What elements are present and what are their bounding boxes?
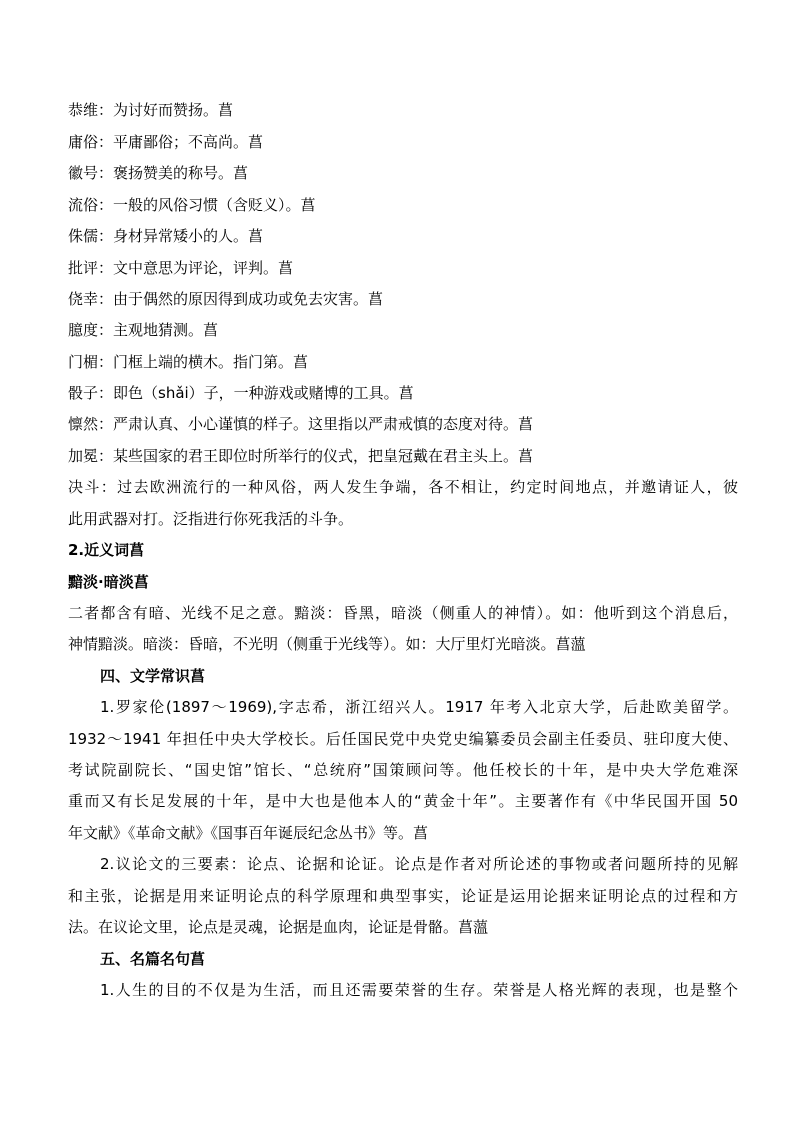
quotes-paragraph-1: 1.人生的目的不仅是为生活，而且还需要荣誉的生存。荣誉是人格光辉的表现，也是整个: [100, 981, 738, 999]
vocab-item: 加冕：某些国家的君王即位时所举行的仪式，把皇冠戴在君主头上。菖: [68, 447, 534, 465]
vocab-item: 庸俗：平庸鄙俗；不高尚。菖: [68, 133, 264, 151]
vocab-item: 侏儒：身材异常矮小的人。菖: [68, 227, 264, 245]
synonym-pair-title: 黯淡·暗淡菖: [68, 573, 149, 591]
literature-paragraph-2: 2.议论文的三要素：论点、论据和论证。论点是作者对所论述的事物或者问题所持的见解: [100, 855, 738, 873]
vocab-item-juedou: 决斗：过去欧洲流行的一种风俗，两人发生争端，各不相让，约定时间地点，并邀请证人，彼: [68, 478, 738, 496]
literature-paragraph-2: 和主张，论据是用来证明论点的科学原理和典型事实，论证是运用论据来证明论点的过程和方: [68, 887, 738, 905]
vocab-item: 门楣：门框上端的横木。指门第。菖: [68, 353, 309, 371]
synonym-heading: 2.近义词菖: [68, 541, 145, 559]
literature-heading: 四、文学常识菖: [100, 667, 206, 685]
synonym-text: 二者都含有暗、光线不足之意。黯淡：昏黑，暗淡（侧重人的神情）。如：他听到这个消息后，: [68, 604, 738, 622]
literature-paragraph-1: 1932～1941 年担任中央大学校长。后任国民党中央党史编纂委员会副主任委员、驻印度大使、: [68, 730, 738, 748]
literature-paragraph-1: 1.罗家伦(1897～1969),字志希，浙江绍兴人。1917 年考入北京大学，后赴欧美留学。: [100, 698, 738, 716]
synonym-text: 神情黯淡。暗淡：昏暗，不光明（侧重于光线等）。如：大厅里灯光暗淡。菖薀: [68, 635, 586, 653]
quotes-heading: 五、名篇名句菖: [100, 950, 206, 968]
vocab-item: 徽号：褒扬赞美的称号。菖: [68, 164, 249, 182]
vocab-item: 侥幸：由于偶然的原因得到成功或免去灾害。菖: [68, 290, 384, 308]
literature-paragraph-2: 法。在议论文里，论点是灵魂，论据是血肉，论证是骨骼。菖薀: [68, 918, 489, 936]
vocab-item: 臆度：主观地猜测。菖: [68, 321, 219, 339]
vocab-item: 恭维：为讨好而赞扬。菖: [68, 101, 234, 119]
vocab-item: 懔然：严肃认真、小心谨慎的样子。这里指以严肃戒慎的态度对待。菖: [68, 415, 534, 433]
vocab-item: 流俗：一般的风俗习惯（含贬义）。菖: [68, 196, 316, 214]
vocab-item: 骰子：即色（shǎi）子，一种游戏或赌博的工具。菖: [68, 384, 414, 402]
literature-paragraph-1: 年文献》《革命文献》《国事百年诞辰纪念丛书》等。菖: [68, 824, 429, 842]
literature-paragraph-1: 考试院副院长、“国史馆”馆长、“总统府”国策顾问等。他任校长的十年，是中央大学危难深: [68, 761, 738, 779]
vocab-item-juedou-cont: 此用武器对打。泛指进行你死我活的斗争。: [68, 510, 354, 528]
literature-paragraph-1: 重而又有长足发展的十年，是中大也是他本人的“黄金十年”。主要著作有《中华民国开国 50: [68, 792, 738, 810]
vocab-item: 批评：文中意思为评论，评判。菖: [68, 259, 294, 277]
